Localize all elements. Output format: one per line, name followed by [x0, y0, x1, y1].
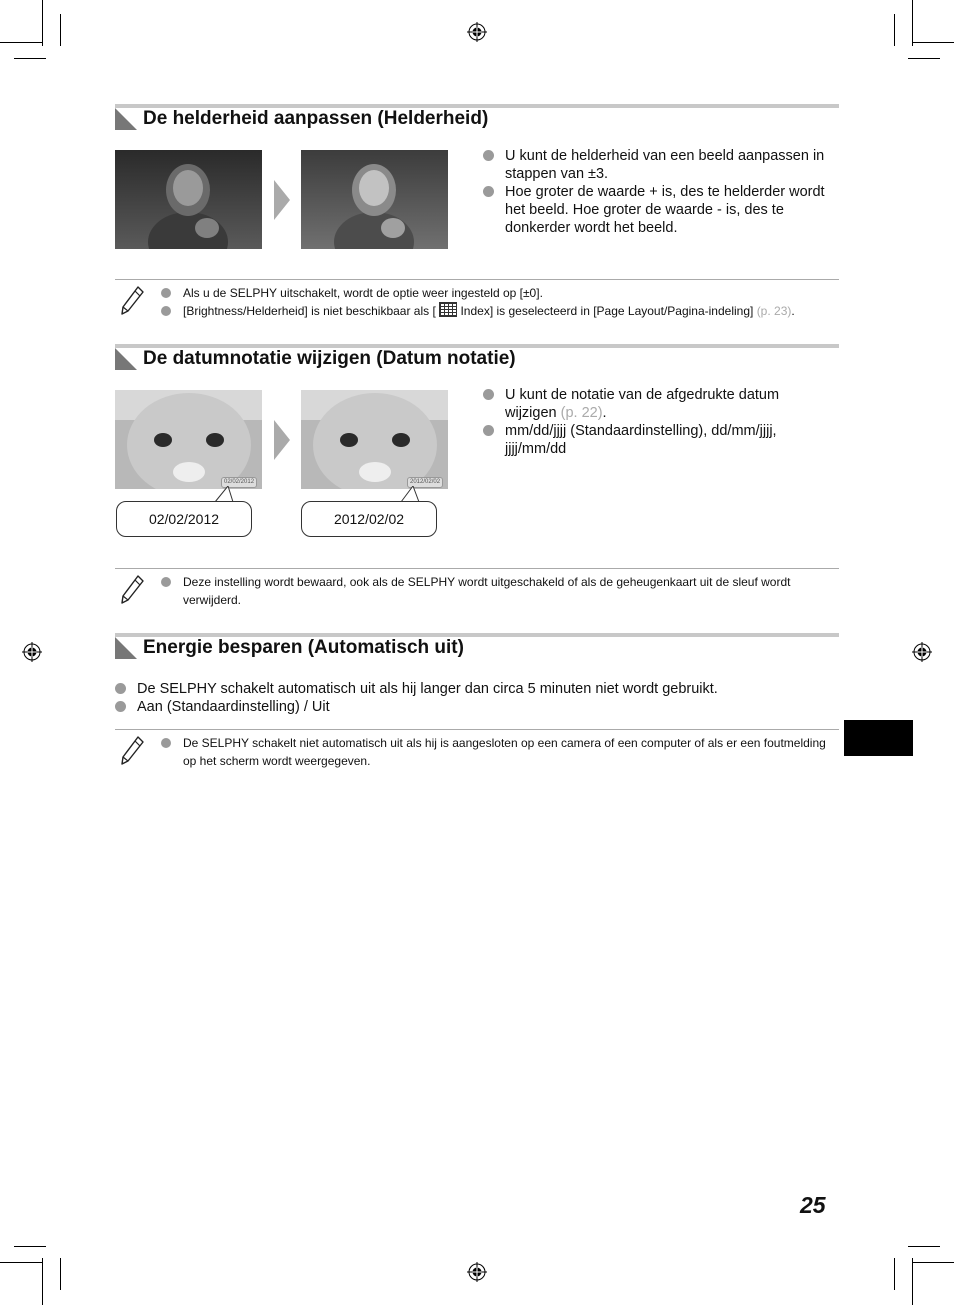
crop-mark	[42, 0, 43, 46]
registration-mark-icon	[912, 642, 932, 662]
crop-mark	[60, 1258, 61, 1290]
photo-baby-2	[301, 390, 448, 489]
pencil-icon	[119, 735, 145, 767]
note-divider	[115, 279, 839, 280]
crop-mark	[60, 14, 61, 46]
crop-mark	[912, 42, 954, 43]
photo-baby-1	[115, 390, 262, 489]
registration-mark-icon	[467, 22, 487, 42]
bullet-icon	[161, 577, 171, 587]
crop-mark	[14, 1246, 46, 1247]
note-divider	[115, 568, 839, 569]
list-item: U kunt de notatie van de afgedrukte datum wijzigen (p. 22).	[483, 386, 803, 422]
list-item: De SELPHY schakelt niet automatisch uit als hij is aangesloten op een camera of een computer of als er een foutmelding op het scherm wordt weergegeven.	[161, 734, 831, 770]
section-title-brightness: De helderheid aanpassen (Helderheid)	[143, 108, 489, 129]
crop-mark	[42, 1258, 43, 1305]
crop-mark	[912, 0, 913, 46]
page-number: 25	[800, 1192, 826, 1218]
crop-mark	[908, 58, 940, 59]
list-item: mm/dd/jjjj (Standaardinstelling), dd/mm/jjjj, jjjj/mm/dd	[483, 422, 803, 458]
auto-power-off-bullets	[115, 680, 835, 716]
index-layout-icon	[439, 302, 457, 317]
date-format-bullets	[483, 386, 803, 458]
brightness-notes	[161, 284, 831, 320]
bullet-icon	[161, 288, 171, 298]
crop-mark	[0, 42, 42, 43]
pencil-icon	[119, 574, 145, 606]
crop-mark	[894, 14, 895, 46]
date-stamp: 2012/02/02	[407, 477, 443, 488]
pencil-icon	[119, 285, 145, 317]
crop-mark	[912, 1258, 913, 1305]
crop-mark	[912, 1262, 954, 1263]
crop-mark	[0, 1262, 42, 1263]
section-header-triangle	[115, 637, 137, 659]
bullet-icon	[161, 306, 171, 316]
registration-mark-icon	[22, 642, 42, 662]
list-item: U kunt de helderheid van een beeld aanpassen in stappen van ±3.	[483, 147, 838, 183]
section-header-triangle	[115, 348, 137, 370]
bullet-icon	[483, 425, 494, 436]
list-item: De SELPHY schakelt automatisch uit als hij langer dan circa 5 minuten niet wordt gebruikt.	[115, 680, 835, 698]
brightness-bullets	[483, 147, 838, 237]
date-stamp: 02/02/2012	[221, 477, 257, 488]
bullet-icon	[161, 738, 171, 748]
list-item: Als u de SELPHY uitschakelt, wordt de optie weer ingesteld op [±0].	[161, 284, 831, 302]
bullet-icon	[483, 186, 494, 197]
list-item: Deze instelling wordt bewaard, ook als de SELPHY wordt uitgeschakeld of als de geheugenkaart uit de sleuf wordt verwijderd.	[161, 573, 831, 609]
date-format-callout: 02/02/2012	[116, 501, 252, 537]
list-item: [Brightness/Helderheid] is niet beschikbaar als [ Index] is geselecteerd in [Page Layout/Pagina-indeling] (p. 23).	[161, 302, 831, 320]
crop-mark	[908, 1246, 940, 1247]
note-divider	[115, 729, 839, 730]
page-reference[interactable]: (p. 22)	[560, 405, 603, 421]
bullet-icon	[115, 701, 126, 712]
crop-mark	[894, 1258, 895, 1290]
section-title-auto-power-off: Energie besparen (Automatisch uit)	[143, 637, 464, 658]
crop-mark	[14, 58, 46, 59]
bullet-icon	[483, 389, 494, 400]
photo-girl-bright	[301, 150, 448, 249]
date-format-notes	[161, 573, 831, 609]
page-reference[interactable]: (p. 23)	[756, 304, 792, 318]
section-header-triangle	[115, 108, 137, 130]
bullet-icon	[115, 683, 126, 694]
auto-power-off-notes	[161, 734, 831, 770]
chapter-tab	[844, 720, 913, 756]
list-item: Aan (Standaardinstelling) / Uit	[115, 698, 835, 716]
date-format-callout: 2012/02/02	[301, 501, 437, 537]
photo-girl-dark	[115, 150, 262, 249]
bullet-icon	[483, 150, 494, 161]
list-item: Hoe groter de waarde + is, des te helderder wordt het beeld. Hoe groter de waarde - is, des te donkerder wordt het beeld.	[483, 183, 838, 237]
registration-mark-icon	[467, 1262, 487, 1282]
arrow-right-icon	[274, 180, 290, 220]
section-title-date-format: De datumnotatie wijzigen (Datum notatie)	[143, 348, 516, 369]
arrow-right-icon	[274, 420, 290, 460]
